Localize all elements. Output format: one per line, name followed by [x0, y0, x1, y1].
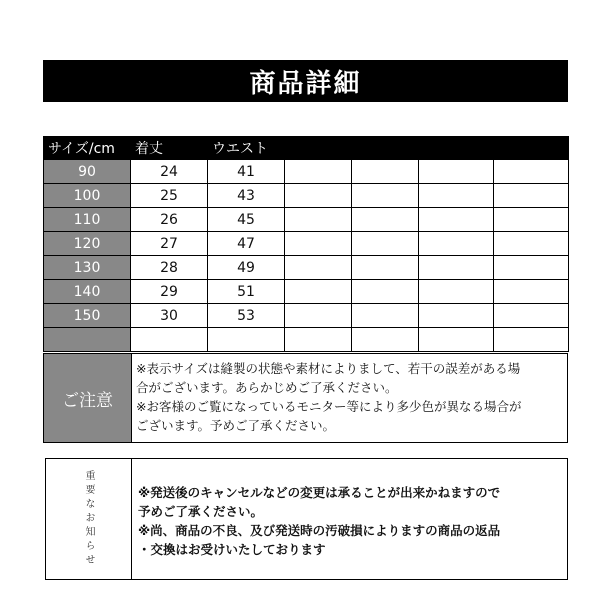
table-row	[44, 160, 569, 184]
header-length: 着丈	[131, 137, 208, 160]
notice-section	[43, 353, 568, 443]
notice-line: 合がございます。あらかじめご了承ください。	[136, 380, 398, 395]
length-cell: 24	[131, 160, 208, 184]
length-cell: 26	[131, 208, 208, 232]
important-label	[46, 459, 132, 579]
header-empty	[494, 137, 569, 160]
important-text	[132, 459, 567, 579]
waist-cell: 43	[208, 184, 285, 208]
important-label-text: 重要なお知らせ	[83, 470, 94, 568]
waist-cell: 47	[208, 232, 285, 256]
size-cell: 100	[44, 184, 131, 208]
notice-label: ご注意	[44, 354, 132, 442]
table-row	[44, 304, 569, 328]
table-row	[44, 208, 569, 232]
important-notice-section	[45, 458, 568, 580]
waist-cell: 49	[208, 256, 285, 280]
header-empty	[285, 137, 352, 160]
table-row	[44, 184, 569, 208]
size-cell: 90	[44, 160, 131, 184]
size-cell: 150	[44, 304, 131, 328]
table-row	[44, 232, 569, 256]
header-empty	[419, 137, 494, 160]
size-cell: 110	[44, 208, 131, 232]
notice-text	[132, 354, 567, 442]
important-line: ※尚、商品の不良、及び発送時の汚破損によりますの商品の返品	[138, 523, 501, 538]
length-cell: 25	[131, 184, 208, 208]
header-empty	[352, 137, 419, 160]
table-header-row	[44, 137, 569, 160]
length-cell: 28	[131, 256, 208, 280]
page-title: 商品詳細	[43, 60, 568, 102]
size-table	[43, 136, 569, 352]
header-waist: ウエスト	[208, 137, 285, 160]
header-size: サイズ/cm	[44, 137, 131, 160]
table-row	[44, 256, 569, 280]
size-cell: 140	[44, 280, 131, 304]
waist-cell: 45	[208, 208, 285, 232]
waist-cell: 51	[208, 280, 285, 304]
notice-line: ございます。予めご了承ください。	[136, 418, 336, 433]
notice-line: ※表示サイズは縫製の状態や素材によりまして、若干の誤差がある場	[136, 361, 521, 376]
important-line: ※発送後のキャンセルなどの変更は承ることが出来かねますので	[138, 485, 501, 500]
length-cell: 29	[131, 280, 208, 304]
table-row	[44, 280, 569, 304]
waist-cell: 41	[208, 160, 285, 184]
size-cell: 130	[44, 256, 131, 280]
important-line: ・交換はお受けいたしております	[138, 542, 326, 557]
length-cell: 30	[131, 304, 208, 328]
size-cell: 120	[44, 232, 131, 256]
important-line: 予めご了承ください。	[138, 504, 264, 519]
table-row-empty	[44, 328, 569, 352]
length-cell: 27	[131, 232, 208, 256]
waist-cell: 53	[208, 304, 285, 328]
notice-line: ※お客様のご覧になっているモニター等により多少色が異なる場合が	[136, 399, 522, 414]
